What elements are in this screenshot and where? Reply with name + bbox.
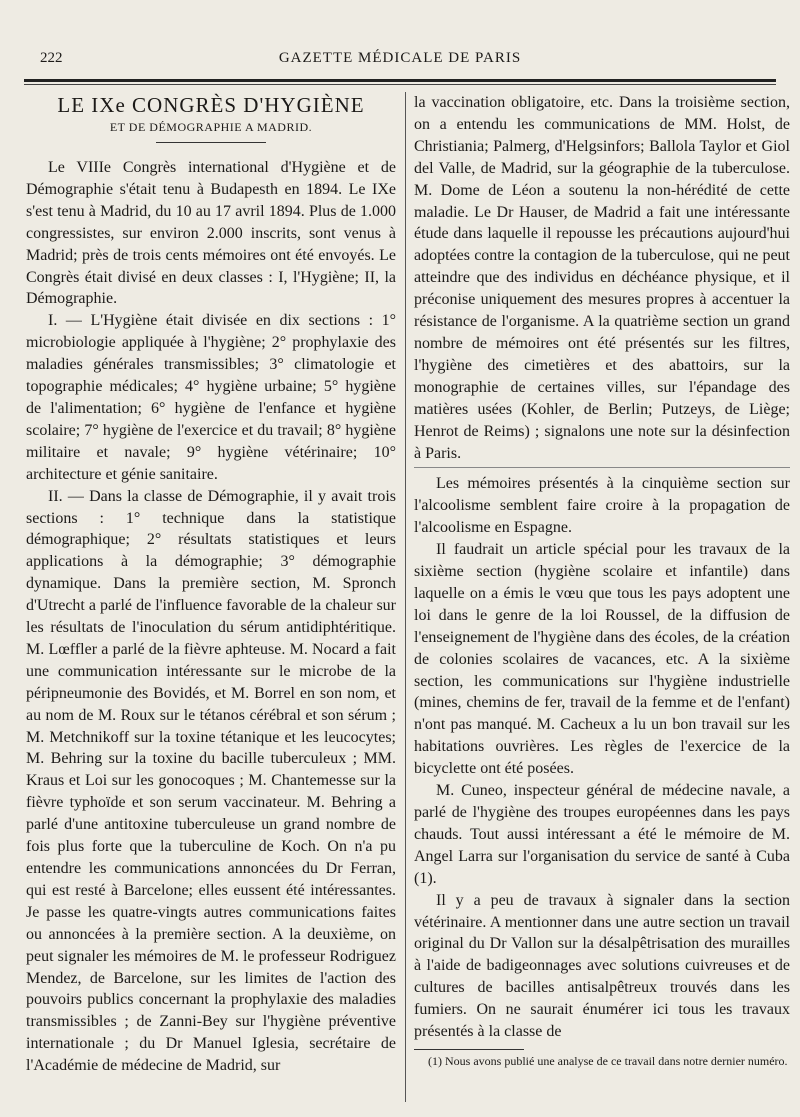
page-number: 222 <box>40 50 63 66</box>
header-rule <box>24 79 776 82</box>
paragraph-rule <box>414 467 790 468</box>
paragraph: Il faudrait un article spécial pour les travaux de la sixième section (hygiène scolaire et infantile) dans laquelle on a émis le vœu que tous les pays adoptent une loi dans le genre de la loi Roussel, de la diffusion de l'enseignement de l'hygiène dans des écoles, de la création de colonies scolaires de vacances, etc. A la sixième section, les communications sur l'hygiène industrielle (mines, chemins de fer, travail de la femme et de l'enfant) n'ont pas manqué. M. Cacheux a lu un bon travail sur les habitations ouvrières. Les règles de l'exercice de la bicyclette ont été posées. <box>414 541 790 778</box>
paragraph: Les mémoires présentés à la cinquième section sur l'alcoolisme semblent faire croire à la propagation de l'alcoolisme en Espagne. <box>414 475 790 537</box>
footnote: (1) Nous avons publié une analyse de ce travail dans notre dernier numéro. <box>428 1053 788 1068</box>
left-column <box>26 92 396 1077</box>
right-column <box>414 92 790 1068</box>
paragraph: Le VIIIe Congrès international d'Hygiène et de Démographie s'était tenu à Budapesth en 1894. Le IXe s'est tenu à Madrid, du 10 au 17 avril 1894. Plus de 1.000 congressistes, sur environ 2.000 inscrits, sont venus à Madrid; près de trois cents mémoires ont été envoyés. Le Congrès était divisé en deux classes : I, l'Hygiène; II, la Démographie. <box>26 159 396 308</box>
footnote-rule <box>414 1049 524 1050</box>
paragraph: Il y a peu de travaux à signaler dans la section vétérinaire. A mentionner dans une autre section un travail original du Dr Vallon sur la désalpêtrisation des murailles à l'aide de badigeonnages avec solutions cuivreuses et de cultures de bacilles antisalpêtreux trouvés dans les fumiers. On ne saurait énumérer ici tous les travaux présentés à la classe de <box>414 891 790 1041</box>
paragraph: M. Cuneo, inspecteur général de médecine navale, a parlé de l'hygiène des troupes européennes dans les pays chauds. Tout aussi intéressant a été le mémoire de M. Angel Larra sur l'organisation du service de santé à Cuba (1). <box>414 782 790 887</box>
paragraph: la vaccination obligatoire, etc. Dans la troisième section, on a entendu les communications de MM. Holst, de Christiania; Palmerg, d'Helgsinfors; Ballola Taylor et Giol del Valle, de Madrid, sur la géographie de la tuberculose. M. Dome de Léon a soutenu la non-hérédité de cette maladie. Le Dr Hauser, de Madrid a fait une intéressante étude dans laquelle il repousse les précautions aujourd'hui adoptées contre la contagion de la tuberculose, qui ne peut atteindre que des individus en déchéance physique, et il préconise uniquement des mesures propres à accentuer la résistance de l'organisme. A la quatrième section un grand nombre de mémoires ont été présentés sur les filtres, l'hygiène des cimetières et des abattoirs, sur la monographie de certaines villes, sur l'épandage des matières usées (Kohler, de Berlin; Putzeys, de Liège; Henrot de Reims) ; signalons une note sur la désinfection à Paris. <box>414 94 790 462</box>
column-divider <box>405 92 406 1102</box>
article-subtitle: ET DE DÉMOGRAPHIE A MADRID. <box>109 120 313 134</box>
running-head <box>0 46 800 70</box>
paragraph: II. — Dans la classe de Démographie, il y avait trois sections : 1° technique dans la statistique démographique; 2° résultats statistiques et leurs applications à la démographie; 3° démographie dynamique. Dans la première section, M. Spronch d'Utrecht a parlé de l'influence favorable de la chaleur sur les résultats de l'inoculation du sérum antidiphtéritique. M. Lœffler a parlé de la fièvre aphteuse. M. Nocard a fait une communication intéressante sur le microbe de la péripneumonie des Bovidés, et M. Borrel en son nom, et au nom de M. Roux sur le tétanos cérébral et son sérum ; M. Metchnikoff sur la toxine tétanique et les leucocytes; M. Behring sur la toxine du bacille tuberculeux ; MM. Kraus et Loi sur les gonocoques ; M. Chantemesse sur la fièvre typhoïde et son serum vaccinateur. M. Behring a parlé d'une antitoxine tuberculeuse un grand nombre de fois plus forte que la tuberculine de Koch. On n'a pu entendre les communications annoncées du Dr Ferran, qui est resté à Barcelone; elles eussent été intéressantes. Je passe les quatre-vingts autres communications faites ou annoncées à la première section. A la deuxième, on peut signaler les mémoires de M. le professeur Rodriguez Mendez, de Barcelone, sur les limites de l'action des pouvoirs publics concernant la prophylaxie des maladies transmissibles ; de Zanni-Bey sur l'hygiène préventive internationale ; du Dr Manuel Iglesia, secrétaire de l'Académie de médecine de Madrid, sur <box>26 487 396 1075</box>
article-title: LE IXe CONGRÈS D'HYGIÈNE <box>57 93 365 117</box>
paragraph: I. — L'Hygiène était divisée en dix sections : 1° microbiologie appliquée à l'hygiène; 2° prophylaxie des maladies générales transmissibles; 3° climatologie et topographie médicales; 4° hygiène urbaine; 5° hygiène de l'alimentation; 6° hygiène de l'enfance et hygiène scolaire; 7° hygiène de l'exercice et du travail; 8° hygiène militaire et navale; 9° hygiène vétérinaire; 10° architecture et génie sanitaire. <box>26 312 396 483</box>
journal-title: GAZETTE MÉDICALE DE PARIS <box>278 50 522 66</box>
title-rule <box>156 142 266 143</box>
header-rule-thin <box>24 84 776 85</box>
